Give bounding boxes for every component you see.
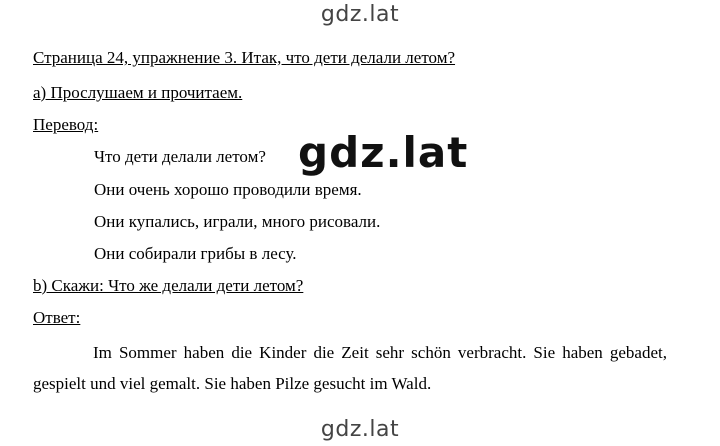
translation-line: Что дети делали летом? (94, 147, 266, 166)
answer-paragraph: Im Sommer haben die Kinder die Zeit sehr schön verbracht. Sie haben gebadet, gespielt und viel gemalt. Sie haben Pilze gesucht im Wald. (33, 343, 667, 393)
exercise-header: Страница 24, упражнение 3. Итак, что дети делали летом? (33, 48, 456, 67)
watermark-bottom: gdz.lat (320, 417, 400, 442)
translation-line: Они купались, играли, много рисовали. (94, 212, 381, 231)
translation-line: Они собирали грибы в лесу. (94, 244, 297, 263)
watermark-top: gdz.lat (320, 2, 400, 27)
part-b-title: b) Скажи: Что же делали дети летом? (33, 276, 304, 295)
translation-line: Они очень хорошо проводили время. (94, 180, 362, 199)
watermark-center: gdz.lat (298, 128, 469, 177)
answer-label: Ответ: (33, 308, 81, 327)
translation-label: Перевод: (33, 115, 99, 134)
part-a-title: а) Прослушаем и прочитаем. (33, 83, 243, 102)
